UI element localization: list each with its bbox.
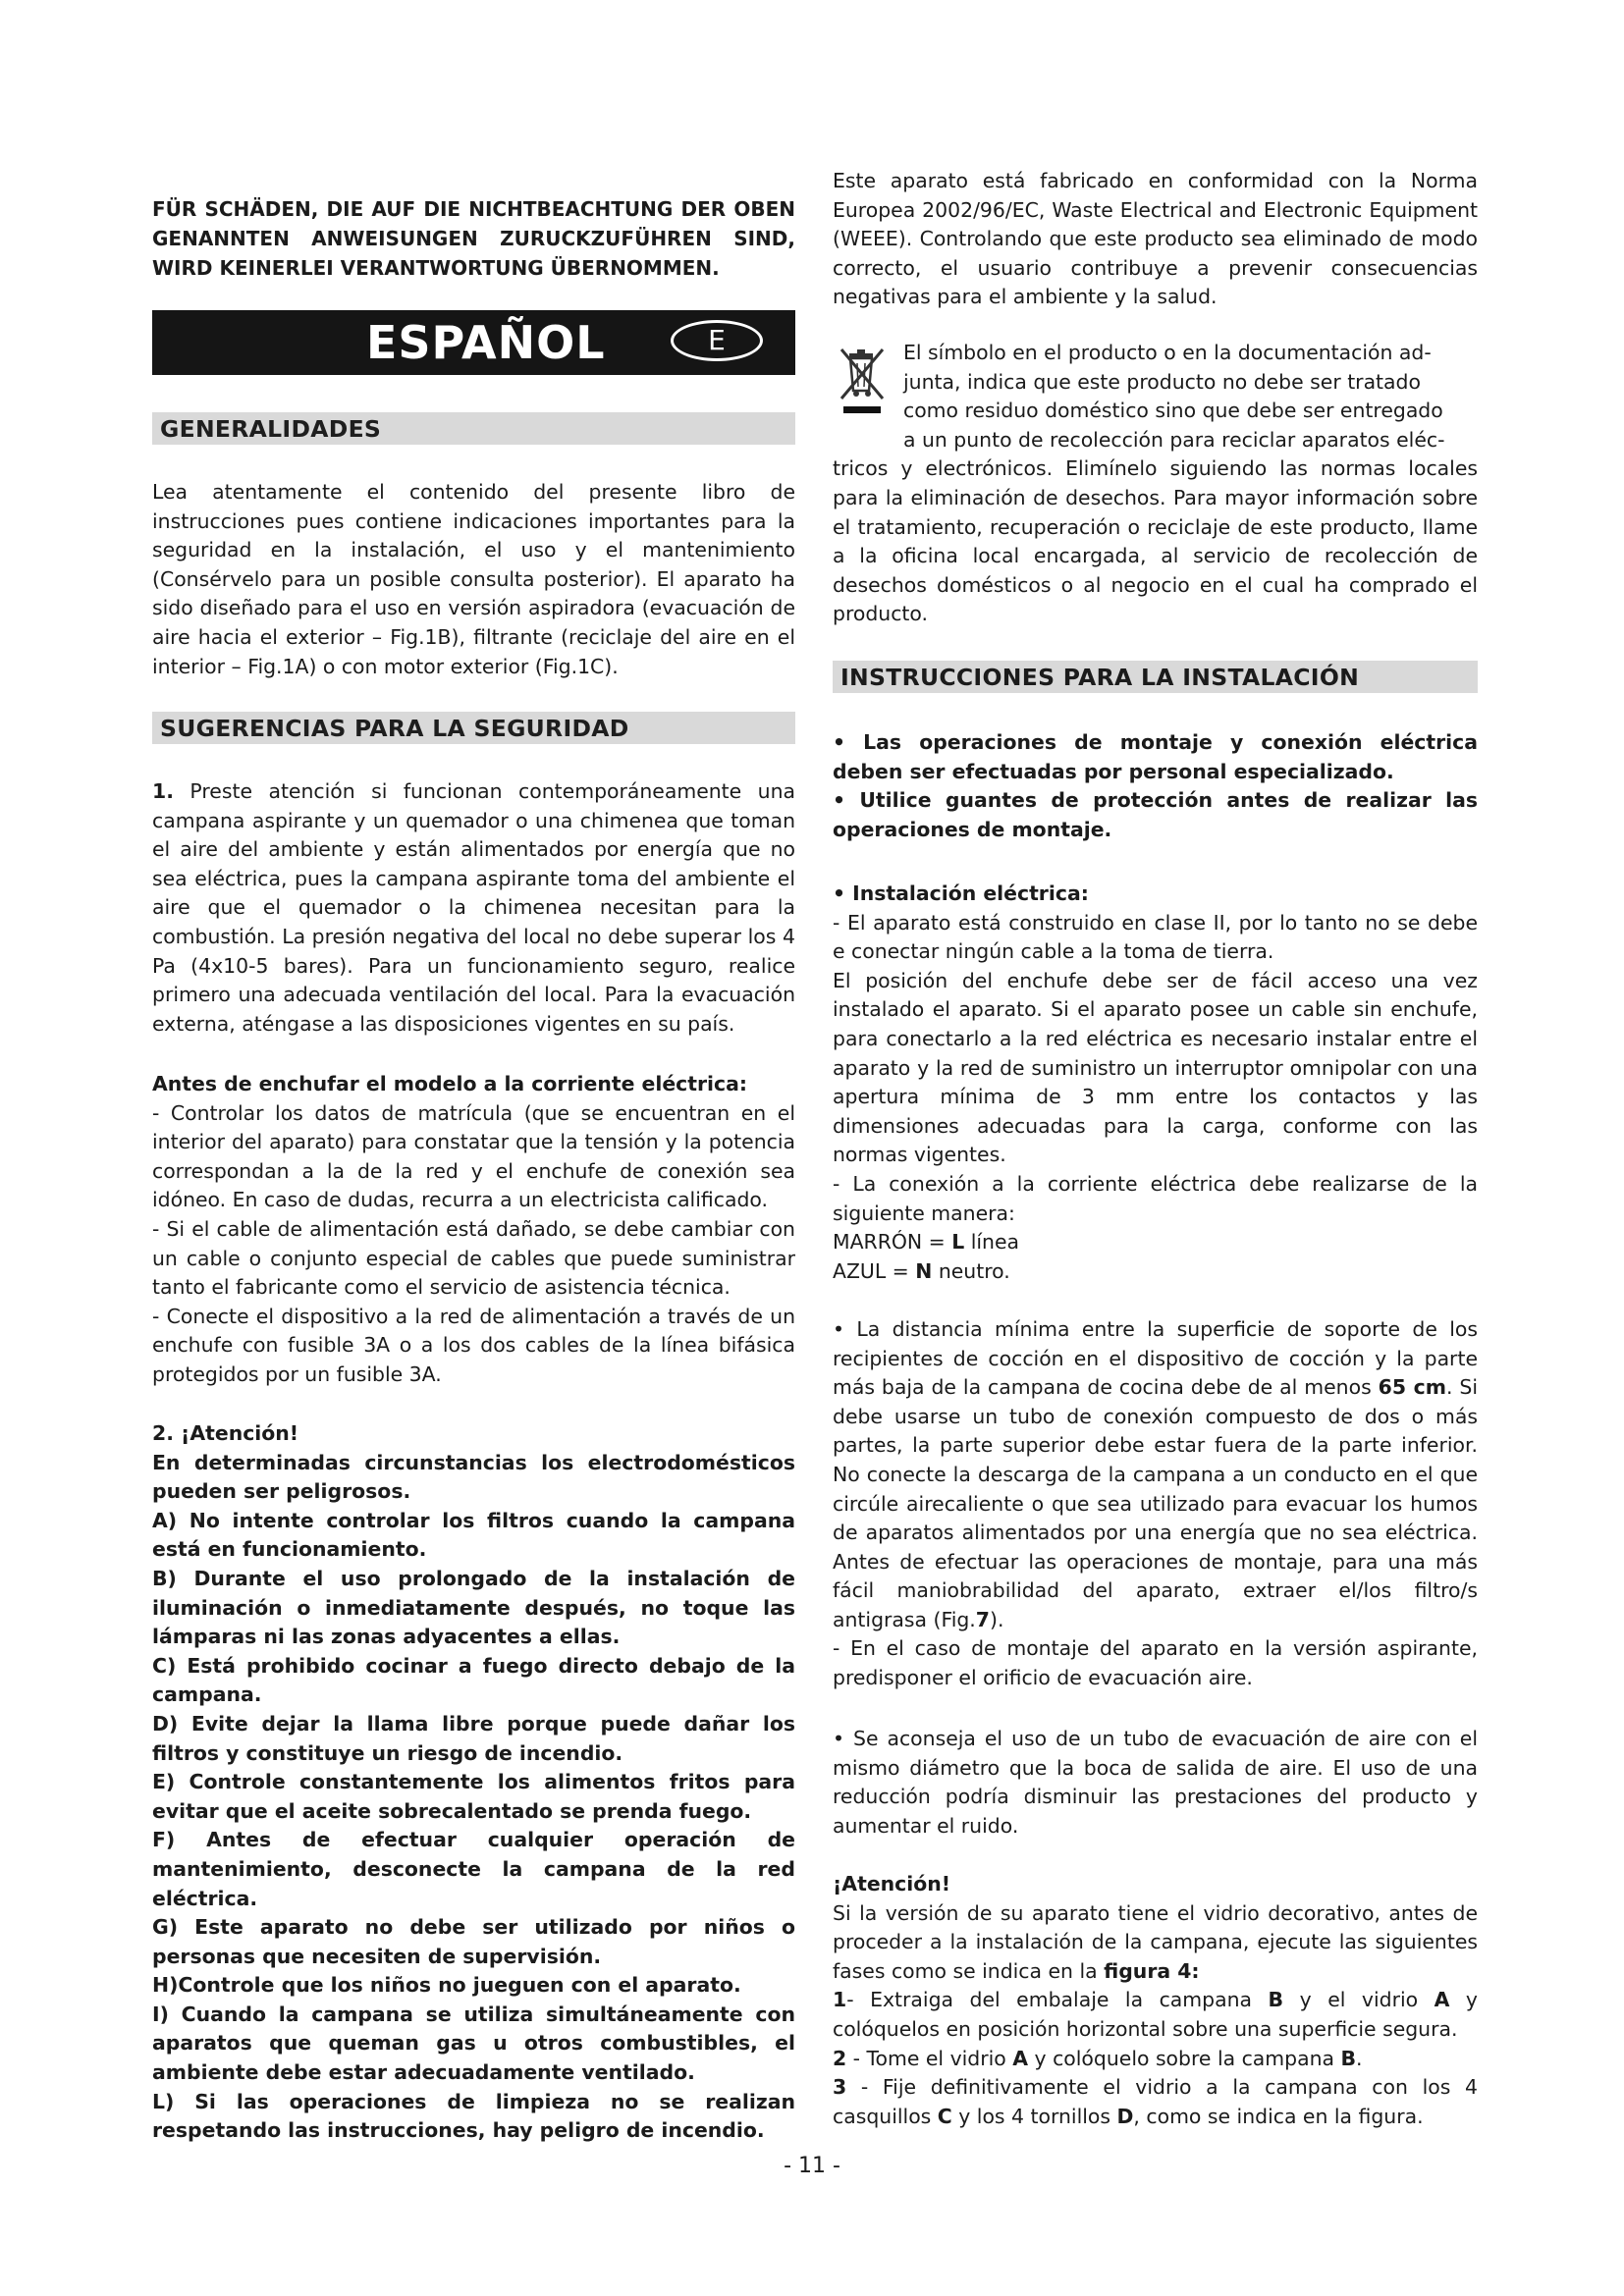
- atencion-item: L) Si las operaciones de limpieza no se realizan respetando las instrucciones, hay peligro de incendio.: [152, 2089, 795, 2143]
- atencion-item: C) Está prohibido cocinar a fuego directo debajo de la campana.: [152, 1653, 795, 1707]
- atencion-heading: 2. ¡Atención!: [152, 1421, 299, 1445]
- point-1-text: Preste atención si funcionan contemporáneamente una campana aspirante y un quemador o una chimenea que toman el aire del ambiente y están alimentados por energía que no sea eléctrica, pues la campana aspirante toma del ambiente el aire que el quemador o la chimenea necesitan para la combustión. La presión negativa del local no debe superar los 4 Pa (4x10-5 bares). Para un funcionamiento seguro, realice primero una adecuada ventilación del local. Para la evacuación externa, aténgase a las disposiciones vigentes en su país.: [152, 779, 796, 1036]
- seguridad-heading: SUGERENCIAS PARA LA SEGURIDAD: [152, 712, 795, 744]
- atencion-section: [152, 1419, 795, 2146]
- bullet-bold: • Utilice guantes de protección antes de realizar las operaciones de montaje.: [833, 788, 1478, 841]
- electrica-section: [833, 880, 1478, 1286]
- antes-section: [152, 1070, 795, 1390]
- electrica-text-2: El posición del enchufe debe ser de fácil acceso una vez instalado el aparato. Si el aparato posee un cable sin enchufe, para conectarlo a la red eléctrica es necesario instalar entre el aparato y la red de suministro un interruptor omnipolar con una apertura mínima de 3 mm entre los contactos y las dimensiones adecuadas para la carga, conforme con las normas vigentes.: [833, 968, 1478, 1167]
- atencion-vidrio-section: [833, 1870, 1478, 2131]
- atencion-item: D) Evite dejar la llama libre porque puede dañar los filtros y constituye un riesgo de incendio.: [152, 1711, 795, 1765]
- atencion-item: F) Antes de efectuar cualquier operación de mantenimiento, desconecte la campana de la red eléctrica.: [152, 1828, 795, 1910]
- atencion-item: H)Controle que los niños no jueguen con el aparato.: [152, 1973, 741, 1998]
- page-number: - 11 -: [784, 2154, 840, 2178]
- language-code-badge: E: [671, 320, 763, 361]
- weee-line: junta, indica que este producto no debe ser tratado: [903, 369, 1421, 394]
- tubo-text: • Se aconseja el uso de un tubo de evacuación de aire con el mismo diámetro que la boca de salida de aire. El uso de una reducción podría disminuir las prestaciones del producto y aumentar el ruido.: [833, 1727, 1478, 1838]
- aspirante-text: - En el caso de montaje del aparato en la versión aspirante, predisponer el orificio de evacuación aire.: [833, 1636, 1478, 1689]
- antes-item: - Si el cable de alimentación está dañado, se debe cambiar con un cable o conjunto especial de cables que puede suministrar tanto el fabricante como el servicio de asistencia técnica.: [152, 1216, 795, 1300]
- atencion-vidrio-heading: ¡Atención!: [833, 1872, 951, 1896]
- weee-line: El símbolo en el producto o en la documentación ad-: [903, 341, 1432, 364]
- step-1: 1- Extraiga del embalaje la campana B y el vidrio A y colóquelos en posición horizontal sobre una superficie segura.: [833, 1988, 1479, 2041]
- electrica-heading: • Instalación eléctrica:: [833, 881, 1089, 905]
- language-banner: [152, 310, 795, 375]
- atencion-item: G) Este aparato no debe ser utilizado por niños o personas que necesiten de supervisión.: [152, 1915, 795, 1968]
- distancia-paragraph: • La distancia mínima entre la superficie de soporte de los recipientes de cocción en el dispositivo de cocción y la parte más baja de la campana de cocina debe de al menos 65 cm. Si debe usarse un tubo de conexión compuesto de dos o más partes, la parte superior debe estar fuera de la parte inferior. No conecte la descarga de la campana a un conducto en el que circúle airecaliente o que sea utilizado para evacuar los humos de aparatos alimentados por una energía que no sea eléctrica. Antes de efectuar las operaciones de montaje, para una más fácil maniobrabilidad del aparato, extraer el/los filtro/s antigrasa (Fig.7).: [833, 1317, 1478, 1631]
- atencion-item: En determinadas circunstancias los electrodomésticos pueden ser peligrosos.: [152, 1450, 795, 1504]
- antes-heading: Antes de enchufar el modelo a la corriente eléctrica:: [152, 1072, 748, 1095]
- weee-rest: tricos y electrónicos. Elimínelo siguiendo las normas locales para la eliminación de desechos. Para mayor información sobre el tratamiento, recuperación o reciclaje de este producto, llame a la oficina local encargada, al servicio de recolección de desechos domésticos o al negocio en el cual ha comprado el producto.: [833, 456, 1478, 626]
- atencion-item: A) No intente controlar los filtros cuando la campana está en funcionamiento.: [152, 1508, 795, 1562]
- atencion-item: E) Controle constantemente los alimentos fritos para evitar que el aceite sobrecalentado se prenda fuego.: [152, 1770, 795, 1823]
- instalacion-heading: INSTRUCCIONES PARA LA INSTALACIÓN: [833, 661, 1478, 693]
- weee-line: como residuo doméstico sino que debe ser entregado: [903, 399, 1443, 423]
- weee-line: a un punto de recolección para reciclar aparatos eléc-: [903, 427, 1445, 452]
- step-3: 3 - Fije definitivamente el vidrio a la campana con los 4 casquillos C y los 4 tornillos D, como se indica en la figura.: [833, 2075, 1478, 2128]
- atencion-item: I) Cuando la campana se utiliza simultáneamente con aparatos que queman gas u otros combustibles, el ambiente debe estar adecuadamente ventilado.: [152, 2002, 795, 2085]
- atencion-vidrio-intro: Si la versión de su aparato tiene el vidrio decorativo, antes de proceder a la instalación de la campana, ejecute las siguientes fases como se indica en la figura 4:: [833, 1900, 1478, 1983]
- electrica-text-3: - La conexión a la corriente eléctrica debe realizarse de la siguiente manera:: [833, 1171, 1478, 1225]
- crossed-bin-icon: [838, 346, 887, 416]
- atencion-item: B) Durante el uso prolongado de la instalación de iluminación o inmediatamente después, no toque las lámparas ni las zonas adyacentes a ellas.: [152, 1566, 795, 1649]
- generalidades-heading: GENERALIDADES: [152, 412, 795, 445]
- generalidades-text: Lea atentamente el contenido del presente libro de instrucciones pues contiene indicaciones importantes para la seguridad en la instalación, el uso y el mantenimiento (Consérvelo para un posible consulta posterior). El aparato ha sido diseñado para el uso en versión aspiradora (evacuación de aire hacia el exterior – Fig.1B), filtrante (reciclaje del aire en el interior – Fig.1A) o con motor exterior (Fig.1C).: [152, 480, 795, 678]
- installation-bullets: [833, 728, 1478, 844]
- point-1-number: 1.: [152, 779, 174, 803]
- step-2: 2 - Tome el vidrio A y colóquelo sobre la campana B.: [833, 2046, 1363, 2070]
- electrica-text-1: - El aparato está construido en clase II, por lo tanto no se debe e conectar ningún cable a la toma de tierra.: [833, 910, 1478, 964]
- point-1: [152, 777, 795, 1039]
- weee-symbol-section: [833, 339, 1478, 629]
- liability-warning: FÜR SCHÄDEN, DIE AUF DIE NICHTBEACHTUNG DER OBEN GENANNTEN ANWEISUNGEN ZURUCKZUFÜHREN SIND, WIRD KEINERLEI VERANTWORTUNG ÜBERNOMMEN.: [152, 197, 795, 280]
- language-title: ESPAÑOL: [366, 316, 606, 369]
- bullet-bold: • Las operaciones de montaje y conexión eléctrica deben ser efectuadas por personal especializado.: [833, 730, 1478, 783]
- antes-item: - Controlar los datos de matrícula (que se encuentran en el interior del aparato) para constatar que la tensión y la potencia correspondan a la de la red y el enchufe de conexión sea idóneo. En caso de dudas, recurra a un electricista calificado.: [152, 1100, 795, 1212]
- weee-intro: Este aparato está fabricado en conformidad con la Norma Europea 2002/96/EC, Waste Electrical and Electronic Equipment (WEEE). Controlando que este producto sea eliminado de modo correcto, el usuario contribuye a prevenir consecuencias negativas para el ambiente y la salud.: [833, 169, 1478, 309]
- antes-item: - Conecte el dispositivo a la red de alimentación a través de un enchufe con fusible 3A o a los dos cables de la línea bifásica protegidos por un fusible 3A.: [152, 1304, 795, 1386]
- azul-line: AZUL = N neutro.: [833, 1258, 1010, 1283]
- marron-line: MARRÓN = L línea: [833, 1230, 1020, 1255]
